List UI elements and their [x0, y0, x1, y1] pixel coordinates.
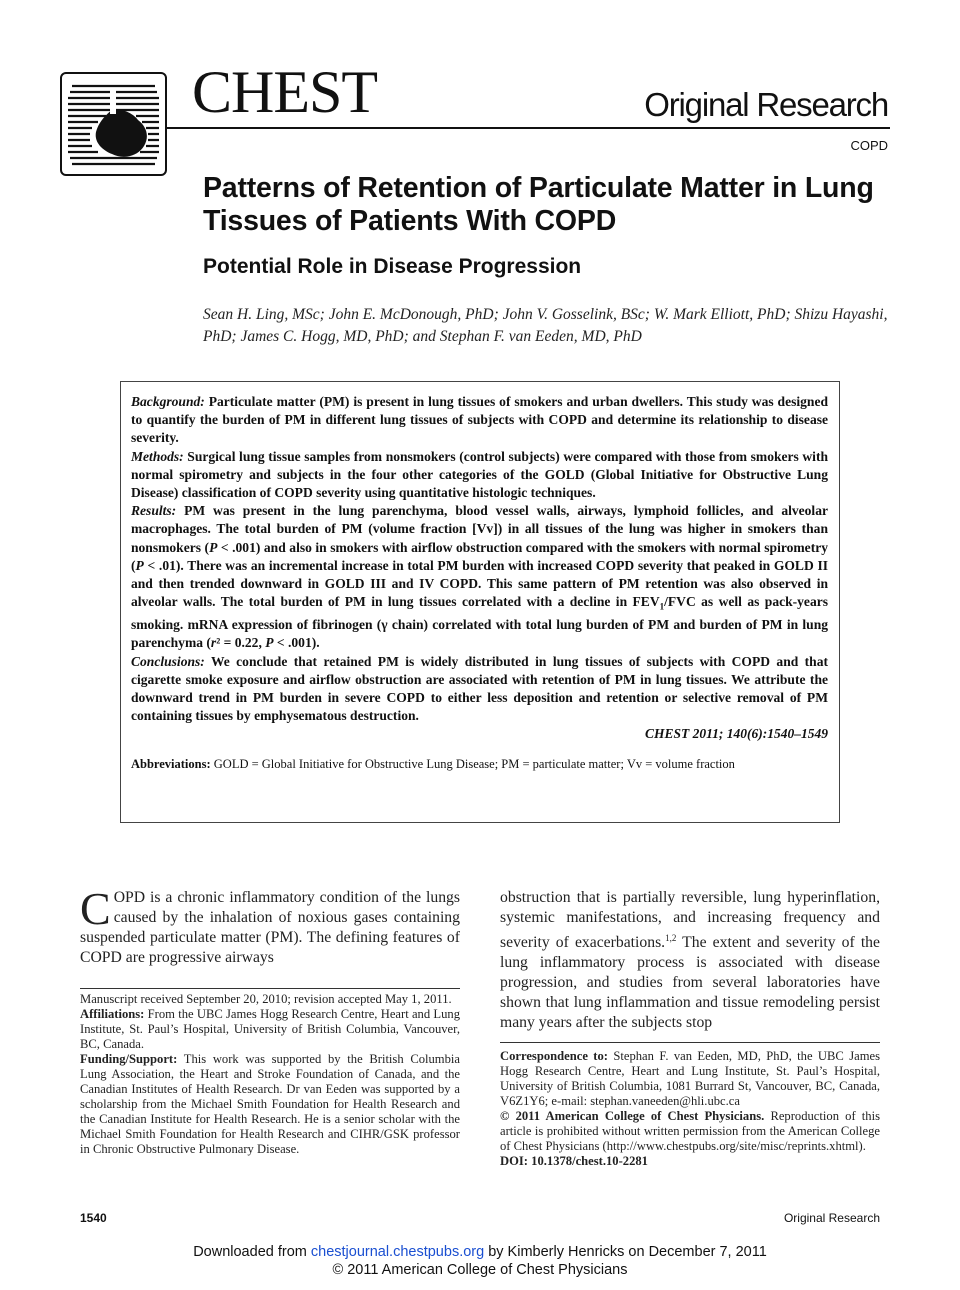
body-column-left — [80, 883, 460, 968]
body-text: obstruction that is partially reversible, lung hyperinflation, systemic manifestations, and increasing frequency and severity of exacerbations. — [500, 889, 880, 952]
author-list: Sean H. Ling, MSc; John E. McDonough, PhD; John V. Gosselink, BSc; W. Mark Elliott, PhD; Shizu Hayashi, PhD; James C. Hogg, MD, PhD; and Stephan F. van Eeden, MD, PhD — [203, 306, 888, 345]
download-notice — [0, 1243, 960, 1261]
background-text: Particulate matter (PM) is present in lung tissues of smokers and urban dwellers. This study was designed to quantify the burden of PM in different lung tissues of subjects with COPD and determine its relationship to disease severity. — [131, 394, 828, 446]
abstract-methods — [131, 448, 828, 503]
abstract-background — [131, 393, 828, 448]
article-subtitle: Potential Role in Disease Progression — [203, 255, 582, 278]
footnote-divider — [500, 1042, 880, 1043]
copyright-label: © 2011 American College of Chest Physicians. — [500, 1109, 765, 1123]
affiliations-note — [80, 1007, 460, 1052]
results-text: PM was present in the lung parenchyma, blood vessel walls, airways, lymphoid follicles, and alveolar macrophages. The total burden of PM (volume fraction [Vv]) in all tissues of the lung was higher in smokers than nonsmokers ( — [131, 503, 828, 555]
results-text: ² = 0.22, — [216, 635, 266, 651]
footer-section-label: Original Research — [783, 1211, 880, 1225]
footer-copyright: © 2011 American College of Chest Physicians — [332, 1262, 628, 1278]
funding-note — [80, 1052, 460, 1157]
download-prefix: Downloaded from — [193, 1244, 311, 1260]
footnotes-left — [80, 992, 460, 1157]
abbreviations-text: GOLD = Global Initiative for Obstructive Lung Disease; PM = particulate matter; Vv = volume fraction — [210, 756, 735, 771]
journal-name: CHEST — [192, 59, 378, 125]
header-divider — [165, 127, 890, 129]
correspondence-note — [500, 1049, 880, 1109]
p-value-symbol: P — [265, 635, 274, 651]
body-text: OPD is a chronic inflammatory condition of the lungs caused by the inhalation of noxious gases containing suspended particulate matter (PM). The defining features of COPD are progressive airways — [80, 889, 460, 966]
r-symbol: r — [210, 635, 217, 651]
conclusions-text: We conclude that retained PM is widely distributed in lung tissues of subjects with COPD and that cigarette smoke exposure and airflow obstruction are associated with retention of PM in lung tissues. We attribute the downward trend in PM burden in severe COPD to either less deposition and retention or selective removal of PM containing tissues by emphysematous destruction. — [131, 653, 828, 724]
lungs-heart-icon — [62, 74, 165, 174]
drop-cap: C — [80, 883, 111, 934]
p-value-symbol: P — [209, 539, 218, 555]
doi-note — [500, 1154, 880, 1169]
page-number: 1540 — [80, 1211, 107, 1225]
correspondence-text: Stephan F. van Eeden, MD, PhD, the UBC James Hogg Research Centre, Heart and Lung Institute, St. Paul’s Hospital, University of British Columbia, 1081 Burrard St, Vancouver, BC, Canada, V6Z1Y6; e-mail: stephan.vaneeden@hli.ubc.ca — [500, 1049, 880, 1108]
affiliations-label: Affiliations: — [80, 1007, 145, 1021]
background-label: Background: — [131, 394, 205, 409]
section-topic: COPD — [850, 138, 888, 153]
section-type: Original Research — [644, 86, 888, 123]
abbreviations-label: Abbreviations: — [131, 756, 211, 771]
copyright-text: Reproduction of this article is prohibited without written permission from the American College of Chest Physicians (http://www.chestpubs.org/site/misc/reprints.xhtml). — [500, 1109, 880, 1153]
doi-label: DOI: — [500, 1154, 528, 1168]
funding-label: Funding/Support: — [80, 1052, 178, 1066]
funding-text: This work was supported by the British Columbia Lung Association, the Heart and Stroke Foundation of Canada, and the Canadian Institutes of Health Research. Dr van Eeden was supported by a scholarship from the Michael Smith Foundation for Health Research and the Canadian Institute for Health Research. He is a senior scholar with the Michael Smith Foundation for Health Research and CIHR/GSK professor in Chronic Obstructive Pulmonary Disease. — [80, 1052, 460, 1156]
download-source-link[interactable]: chestjournal.chestpubs.org — [310, 1244, 485, 1260]
article-title: Patterns of Retention of Particulate Matter in Lung Tissues of Patients With COPD — [203, 172, 874, 237]
reference-marker[interactable]: 1,2 — [665, 933, 677, 943]
results-text: < .001) and also in smokers with airflow obstruction compared with the smokers with normal spirometry ( — [131, 539, 828, 573]
conclusions-label: Conclusions: — [131, 653, 205, 669]
journal-logo — [60, 72, 167, 176]
fev-subscript: 1 — [659, 601, 665, 612]
abstract-results — [131, 502, 828, 652]
affiliations-text: From the UBC James Hogg Research Centre, Heart and Lung Institute, St. Paul’s Hospital, University of British Columbia, Vancouver, BC, Canada. — [80, 1007, 460, 1051]
doi-text: 10.1378/chest.10-2281 — [528, 1154, 648, 1168]
body-column-right — [500, 888, 880, 1033]
abstract-box — [120, 381, 840, 823]
results-text: < .01). There was an incremental increase in total PM burden with increased COPD severity that peaked in GOLD II and then trended downward in GOLD III and IV COPD. This same pattern of PM retention was also observed in alveolar walls. The total burden of PM in lung tissues correlated with a decline in FEV — [131, 557, 828, 610]
results-text: /FVC as well as pack-years smoking. mRNA expression of fibrinogen (γ chain) correlated with total lung burden of PM and burden of PM in lung parenchyma ( — [131, 594, 829, 651]
abbreviations — [131, 756, 828, 772]
abstract-conclusions — [131, 653, 828, 726]
results-text: < .001). — [273, 635, 320, 651]
citation: CHEST 2011; 140(6):1540–1549 — [644, 726, 828, 742]
body-text: The extent and severity of the lung inflammatory process is associated with disease progression, and studies from several laboratories have shown that lung inflammation and tissue remodeling persist many years after the subjects stop — [500, 934, 880, 1032]
methods-text: Surgical lung tissue samples from nonsmokers (control subjects) were compared with those from smokers with normal spirometry and subjects in the four other categories of the GOLD (Global Initiative for Obstructive Lung Disease) classification of COPD severity using quantitative histologic techniques. — [131, 448, 828, 501]
p-value-symbol: P — [135, 557, 144, 573]
results-label: Results: — [131, 503, 177, 519]
copyright-note — [500, 1109, 880, 1154]
footnote-divider — [80, 988, 460, 989]
correspondence-label: Correspondence to: — [500, 1049, 608, 1063]
methods-label: Methods: — [131, 448, 184, 464]
download-suffix: by Kimberly Henricks on December 7, 2011 — [484, 1244, 767, 1260]
manuscript-note: Manuscript received September 20, 2010; revision accepted May 1, 2011. — [80, 992, 452, 1006]
footnotes-right — [500, 1049, 880, 1169]
